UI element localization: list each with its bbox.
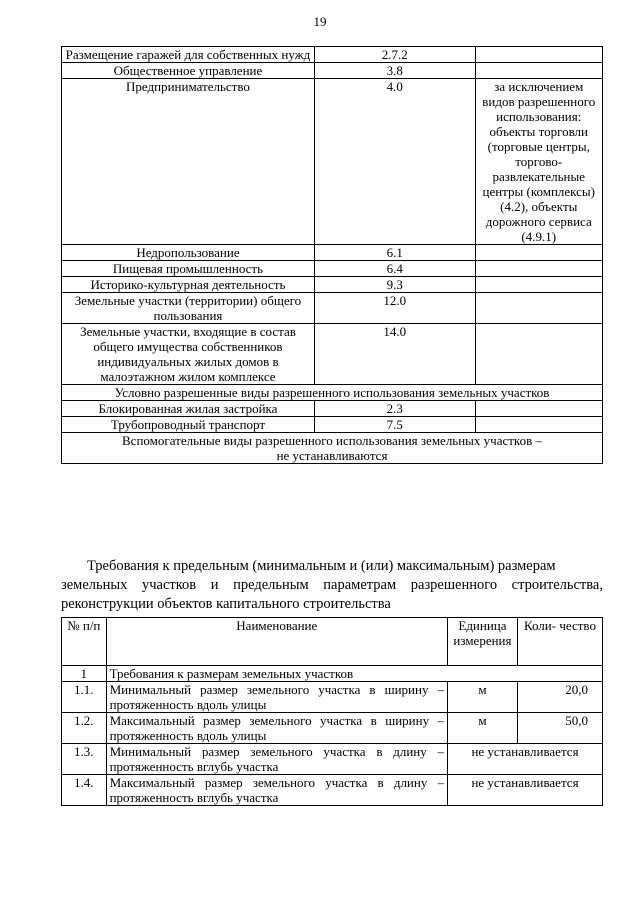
use-note <box>475 261 603 277</box>
row-name: Минимальный размер земельного участка в ширину – протяженность вдоль улицы <box>106 682 447 713</box>
table-row <box>62 775 603 806</box>
intro-line-2: земельных участков и предельным параметрам разрешенного строительства, <box>61 577 603 593</box>
row-name: Максимальный размер земельного участка в длину – протяженность вглубь участка <box>106 775 447 806</box>
use-note <box>475 293 603 324</box>
use-note <box>475 401 603 417</box>
row-unit: м <box>448 682 518 713</box>
row-qty: 50,0 <box>517 713 602 744</box>
row-num: 1.1. <box>62 682 107 713</box>
table-row <box>62 324 603 385</box>
table-row <box>62 79 603 245</box>
header-qty: Коли- чество <box>517 618 602 666</box>
conditional-uses-header: Условно разрешенные виды разрешенного использования земельных участков <box>62 385 603 401</box>
auxiliary-uses-note <box>62 433 603 464</box>
use-name: Размещение гаражей для собственных нужд <box>62 47 315 63</box>
use-name: Земельные участки (территории) общего пользования <box>62 293 315 324</box>
use-note <box>475 245 603 261</box>
requirements-intro <box>61 557 603 614</box>
table-row <box>62 417 603 433</box>
use-name: Трубопроводный транспорт <box>62 417 315 433</box>
row-num: 1.2. <box>62 713 107 744</box>
table-row <box>62 713 603 744</box>
use-note: за исключением видов разрешенного использования: объекты торговли (торговые центры, торгово-развлекательные центры (комплексы) (4.2), объекты дорожного сервиса (4.9.1) <box>475 79 603 245</box>
table-row <box>62 401 603 417</box>
use-name: Пищевая промышленность <box>62 261 315 277</box>
header-row <box>62 618 603 666</box>
use-note <box>475 277 603 293</box>
auxiliary-line-2: не устанавливаются <box>276 448 388 463</box>
intro-line-1: Требования к предельным (минимальным и (или) максимальным) размерам <box>87 558 556 574</box>
intro-line-3: реконструкции объектов капитального строительства <box>61 596 391 612</box>
page-number: 19 <box>313 14 327 29</box>
parameters-table <box>61 617 603 806</box>
use-name: Блокированная жилая застройка <box>62 401 315 417</box>
use-code: 9.3 <box>314 277 475 293</box>
table-row <box>62 277 603 293</box>
row-value: не устанавливается <box>448 744 603 775</box>
use-code: 2.3 <box>314 401 475 417</box>
use-name: Предпринимательство <box>62 79 315 245</box>
use-code: 4.0 <box>314 79 475 245</box>
row-unit: м <box>448 713 518 744</box>
section-row <box>62 385 603 401</box>
section-title: Требования к размерам земельных участков <box>106 666 602 682</box>
row-num: 1.3. <box>62 744 107 775</box>
use-code: 2.7.2 <box>314 47 475 63</box>
table-row <box>62 63 603 79</box>
use-name: Общественное управление <box>62 63 315 79</box>
row-num: 1.4. <box>62 775 107 806</box>
permitted-uses-table <box>61 46 603 464</box>
use-note <box>475 63 603 79</box>
use-name: Историко-культурная деятельность <box>62 277 315 293</box>
use-name: Недропользование <box>62 245 315 261</box>
header-unit: Единица измерения <box>448 618 518 666</box>
use-note <box>475 417 603 433</box>
row-name: Максимальный размер земельного участка в ширину – протяженность вдоль улицы <box>106 713 447 744</box>
table-row <box>62 245 603 261</box>
row-value: не устанавливается <box>448 775 603 806</box>
section-row <box>62 433 603 464</box>
row-name: Минимальный размер земельного участка в длину – протяженность вглубь участка <box>106 744 447 775</box>
use-code: 3.8 <box>314 63 475 79</box>
table-row <box>62 682 603 713</box>
row-qty: 20,0 <box>517 682 602 713</box>
header-name: Наименование <box>106 618 447 666</box>
table-row <box>62 261 603 277</box>
section-num: 1 <box>62 666 107 682</box>
table-row <box>62 744 603 775</box>
table-row <box>62 47 603 63</box>
use-note <box>475 47 603 63</box>
section-row <box>62 666 603 682</box>
use-code: 6.1 <box>314 245 475 261</box>
header-num: № п/п <box>62 618 107 666</box>
use-code: 7.5 <box>314 417 475 433</box>
use-code: 14.0 <box>314 324 475 385</box>
use-name: Земельные участки, входящие в состав общего имущества собственников индивидуальных жилых домов в малоэтажном жилом комплексе <box>62 324 315 385</box>
table-row <box>62 293 603 324</box>
use-code: 12.0 <box>314 293 475 324</box>
auxiliary-line-1: Вспомогательные виды разрешенного использования земельных участков – <box>122 433 542 448</box>
use-note <box>475 324 603 385</box>
use-code: 6.4 <box>314 261 475 277</box>
